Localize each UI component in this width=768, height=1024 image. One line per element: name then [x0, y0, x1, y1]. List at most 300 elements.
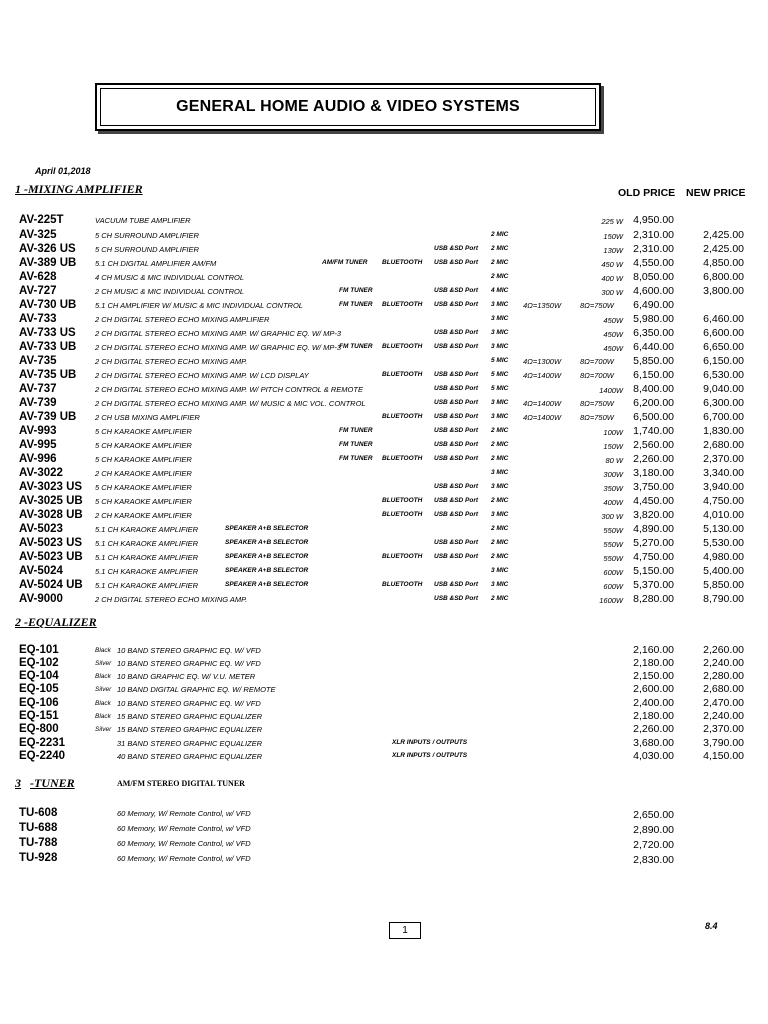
old-price: 6,440.00 [633, 341, 674, 353]
section-mixing-amplifier: 1 -MIXING AMPLIFIER [15, 182, 143, 196]
product-description: 31 BAND STEREO GRAPHIC EQUALIZER [117, 739, 263, 748]
table-row [0, 509, 768, 523]
new-price: 6,460.00 [703, 313, 744, 325]
tuner-feature: FM TUNER [339, 301, 373, 308]
mic-count: 3 MIC [491, 315, 509, 322]
title-frame [100, 88, 596, 126]
model-number: AV-3028 UB [19, 509, 83, 521]
old-price: 5,370.00 [633, 579, 674, 591]
usb-feature: USB &SD Port [434, 371, 479, 378]
mic-count: 3 MIC [491, 329, 509, 336]
old-price: 3,820.00 [633, 509, 674, 521]
page-title: GENERAL HOME AUDIO & VIDEO SYSTEMS [176, 98, 520, 115]
old-price: 5,980.00 [633, 313, 674, 325]
table-row [0, 425, 768, 439]
model-number: AV-225T [19, 214, 64, 226]
product-description: 5.1 CH AMPLIFIER W/ MUSIC & MIC INDIVIDUAL CONTROL [95, 301, 303, 310]
new-price: 5,130.00 [703, 523, 744, 535]
new-price: 5,530.00 [703, 537, 744, 549]
old-price: 2,600.00 [633, 683, 674, 695]
old-price: 6,200.00 [633, 397, 674, 409]
product-description: 60 Memory, W/ Remote Control, w/ VFD [117, 809, 251, 818]
product-description: 5.1 CH KARAOKE AMPLIFIER [95, 581, 199, 590]
product-description: 60 Memory, W/ Remote Control, w/ VFD [117, 854, 251, 863]
bluetooth-feature: BLUETOOTH [382, 581, 423, 588]
usb-feature: USB &SD Port [434, 455, 479, 462]
power-8-ohm: 8Ω=700W [580, 371, 614, 380]
tuner-feature: FM TUNER [339, 455, 373, 462]
mic-count: 3 MIC [491, 413, 509, 420]
mic-count: 3 MIC [491, 301, 509, 308]
tuner-feature: FM TUNER [339, 343, 373, 350]
new-price: 2,370.00 [703, 723, 744, 735]
old-price: 3,750.00 [633, 481, 674, 493]
old-price: 2,160.00 [633, 644, 674, 656]
model-number: AV-5024 UB [19, 579, 83, 591]
power-rating: 350W [603, 484, 623, 493]
new-price: 4,750.00 [703, 495, 744, 507]
model-number: AV-5023 UB [19, 551, 83, 563]
new-price: 6,300.00 [703, 397, 744, 409]
new-price: 3,940.00 [703, 481, 744, 493]
product-description: 2 CH DIGITAL STEREO ECHO MIXING AMP. [95, 595, 248, 604]
new-price: 4,980.00 [703, 551, 744, 563]
product-description: VACUUM TUBE AMPLIFIER [95, 216, 191, 225]
table-row [0, 697, 768, 711]
product-description: 2 CH DIGITAL STEREO ECHO MIXING AMP. W/ GRAPHIC EQ. W/ MP-3 [95, 343, 342, 352]
old-price: 4,950.00 [633, 214, 674, 226]
old-price: 8,050.00 [633, 271, 674, 283]
mic-count: 3 MIC [491, 399, 509, 406]
model-number: AV-733 US [19, 327, 76, 339]
model-number: AV-5023 [19, 523, 63, 535]
model-number: EQ-2240 [19, 750, 66, 762]
usb-feature: USB &SD Port [434, 329, 479, 336]
usb-feature: USB &SD Port [434, 259, 479, 266]
old-price: 4,750.00 [633, 551, 674, 563]
new-price: 6,530.00 [703, 369, 744, 381]
model-number: TU-928 [19, 852, 58, 864]
new-price: 2,240.00 [703, 657, 744, 669]
power-8-ohm: 8Ω=700W [580, 357, 614, 366]
old-price: 2,830.00 [633, 854, 674, 866]
mic-count: 4 MIC [491, 287, 509, 294]
product-description: 10 BAND GRAPHIC EQ. W/ V.U. METER [117, 672, 256, 681]
table-row [0, 243, 768, 257]
product-description: 15 BAND STEREO GRAPHIC EQUALIZER [117, 725, 263, 734]
usb-feature: USB &SD Port [434, 441, 479, 448]
new-price: 2,280.00 [703, 670, 744, 682]
table-row [0, 397, 768, 411]
power-rating: 450 W [601, 260, 623, 269]
model-number: AV-5024 [19, 565, 63, 577]
bluetooth-feature: BLUETOOTH [382, 413, 423, 420]
usb-feature: USB &SD Port [434, 539, 479, 546]
old-price: 6,500.00 [633, 411, 674, 423]
bluetooth-feature: BLUETOOTH [382, 455, 423, 462]
mic-count: 5 MIC [491, 385, 509, 392]
old-price: 2,560.00 [633, 439, 674, 451]
old-price: 3,180.00 [633, 467, 674, 479]
usb-feature: USB &SD Port [434, 581, 479, 588]
power-rating: 600W [603, 582, 623, 591]
old-price: 8,280.00 [633, 593, 674, 605]
model-number: EQ-102 [19, 657, 59, 669]
power-rating: 400 W [601, 274, 623, 283]
table-row [0, 837, 768, 851]
table-row [0, 299, 768, 313]
table-row [0, 551, 768, 565]
new-price: 2,240.00 [703, 710, 744, 722]
old-price: 1,740.00 [633, 425, 674, 437]
usb-feature: USB &SD Port [434, 287, 479, 294]
new-price: 5,850.00 [703, 579, 744, 591]
model-number: AV-727 [19, 285, 57, 297]
usb-feature: USB &SD Port [434, 343, 479, 350]
old-price: 6,150.00 [633, 369, 674, 381]
old-price: 6,490.00 [633, 299, 674, 311]
old-price: 2,180.00 [633, 710, 674, 722]
product-description: 60 Memory, W/ Remote Control, w/ VFD [117, 839, 251, 848]
usb-feature: USB &SD Port [434, 511, 479, 518]
color-variant: Black [95, 700, 111, 707]
speaker-selector: SPEAKER A+B SELECTOR [225, 567, 309, 574]
table-row [0, 271, 768, 285]
product-description: 10 BAND DIGITAL GRAPHIC EQ. W/ REMOTE [117, 685, 276, 694]
table-row [0, 750, 768, 764]
model-number: AV-389 UB [19, 257, 77, 269]
table-row [0, 579, 768, 593]
new-price: 4,010.00 [703, 509, 744, 521]
usb-feature: USB &SD Port [434, 385, 479, 392]
model-number: EQ-105 [19, 683, 59, 695]
usb-feature: USB &SD Port [434, 301, 479, 308]
power-rating: 80 W [605, 456, 623, 465]
product-description: 60 Memory, W/ Remote Control, w/ VFD [117, 824, 251, 833]
new-price: 6,700.00 [703, 411, 744, 423]
new-price: 6,600.00 [703, 327, 744, 339]
old-price: 8,400.00 [633, 383, 674, 395]
old-price: 3,680.00 [633, 737, 674, 749]
page-number: 1 [389, 922, 421, 939]
product-description: 5.1 CH KARAOKE AMPLIFIER [95, 567, 199, 576]
new-price: 3,790.00 [703, 737, 744, 749]
new-price: 9,040.00 [703, 383, 744, 395]
power-rating: 550W [603, 540, 623, 549]
table-row [0, 670, 768, 684]
product-description: 2 CH USB MIXING AMPLIFIER [95, 413, 200, 422]
model-number: AV-735 [19, 355, 57, 367]
power-rating: 130W [603, 246, 623, 255]
table-row [0, 593, 768, 607]
product-description: 5 CH KARAOKE AMPLIFIER [95, 483, 192, 492]
new-price: 2,260.00 [703, 644, 744, 656]
new-price: 6,150.00 [703, 355, 744, 367]
title-box [95, 83, 601, 131]
color-variant: Silver [95, 660, 112, 667]
table-row [0, 683, 768, 697]
old-price: 2,720.00 [633, 839, 674, 851]
power-rating: 300W [603, 470, 623, 479]
product-description: 2 CH DIGITAL STEREO ECHO MIXING AMP. [95, 357, 248, 366]
product-description: 2 CH MUSIC & MIC INDIVIDUAL CONTROL [95, 287, 245, 296]
mic-count: 3 MIC [491, 483, 509, 490]
power-rating: 225 W [601, 217, 623, 226]
product-description: 10 BAND STEREO GRAPHIC EQ. W/ VFD [117, 659, 261, 668]
bluetooth-feature: BLUETOOTH [382, 497, 423, 504]
mic-count: 3 MIC [491, 511, 509, 518]
model-number: TU-608 [19, 807, 58, 819]
product-description: 5.1 CH DIGITAL AMPLIFIER AM/FM [95, 259, 217, 268]
power-rating: 550W [603, 554, 623, 563]
product-description: 2 CH DIGITAL STEREO ECHO MIXING AMP. W/ PITCH CONTROL & REMOTE [95, 385, 363, 394]
new-price: 2,370.00 [703, 453, 744, 465]
mic-count: 2 MIC [491, 245, 509, 252]
bluetooth-feature: BLUETOOTH [382, 511, 423, 518]
color-variant: Black [95, 647, 111, 654]
speaker-selector: SPEAKER A+B SELECTOR [225, 553, 309, 560]
mic-count: 2 MIC [491, 455, 509, 462]
new-price: 3,340.00 [703, 467, 744, 479]
mic-count: 2 MIC [491, 427, 509, 434]
new-price: 1,830.00 [703, 425, 744, 437]
table-row [0, 523, 768, 537]
product-description: 5 CH SURROUND AMPLIFIER [95, 231, 199, 240]
old-price: 2,400.00 [633, 697, 674, 709]
model-number: AV-735 UB [19, 369, 77, 381]
usb-feature: USB &SD Port [434, 553, 479, 560]
old-price: 4,600.00 [633, 285, 674, 297]
usb-feature: USB &SD Port [434, 483, 479, 490]
new-price: 2,425.00 [703, 243, 744, 255]
old-price: 5,850.00 [633, 355, 674, 367]
bluetooth-feature: BLUETOOTH [382, 343, 423, 350]
power-8-ohm: 8Ω=750W [580, 413, 614, 422]
product-description: 40 BAND STEREO GRAPHIC EQUALIZER [117, 752, 263, 761]
usb-feature: USB &SD Port [434, 595, 479, 602]
model-number: AV-733 [19, 313, 57, 325]
old-price-header: OLD PRICE [618, 187, 676, 199]
bluetooth-feature: BLUETOOTH [382, 553, 423, 560]
tuner-subtitle: AM/FM STEREO DIGITAL TUNER [117, 779, 245, 788]
product-description: 10 BAND STEREO GRAPHIC EQ. W/ VFD [117, 699, 261, 708]
old-price: 4,550.00 [633, 257, 674, 269]
tuner-feature: FM TUNER [339, 287, 373, 294]
power-rating: 600W [603, 568, 623, 577]
table-row [0, 214, 768, 228]
new-price: 2,680.00 [703, 439, 744, 451]
xlr-feature: XLR INPUTS / OUTPUTS [392, 739, 468, 746]
power-4-ohm: 4Ω=1400W [523, 413, 562, 422]
tuner-feature: FM TUNER [339, 427, 373, 434]
model-number: EQ-800 [19, 723, 59, 735]
table-row [0, 327, 768, 341]
table-row [0, 565, 768, 579]
model-number: AV-993 [19, 425, 57, 437]
section-equalizer: 2 -EQUALIZER [15, 615, 97, 629]
new-price: 6,800.00 [703, 271, 744, 283]
new-price: 8,790.00 [703, 593, 744, 605]
table-row [0, 411, 768, 425]
old-price: 2,180.00 [633, 657, 674, 669]
table-row [0, 341, 768, 355]
product-description: 5 CH KARAOKE AMPLIFIER [95, 455, 192, 464]
mic-count: 2 MIC [491, 259, 509, 266]
price-list-date: April 01,2018 [35, 166, 91, 176]
model-number: AV-739 UB [19, 411, 77, 423]
speaker-selector: SPEAKER A+B SELECTOR [225, 525, 309, 532]
old-price: 5,150.00 [633, 565, 674, 577]
table-row [0, 657, 768, 671]
speaker-selector: SPEAKER A+B SELECTOR [225, 581, 309, 588]
table-row [0, 313, 768, 327]
old-price: 4,890.00 [633, 523, 674, 535]
model-number: AV-3022 [19, 467, 63, 479]
model-number: AV-3025 UB [19, 495, 83, 507]
mic-count: 2 MIC [491, 273, 509, 280]
table-row [0, 822, 768, 836]
power-rating: 450W [603, 344, 623, 353]
table-row [0, 453, 768, 467]
mic-count: 3 MIC [491, 581, 509, 588]
old-price: 2,260.00 [633, 453, 674, 465]
table-row [0, 467, 768, 481]
tuner-feature: FM TUNER [339, 441, 373, 448]
model-number: AV-739 [19, 397, 57, 409]
table-row [0, 737, 768, 751]
model-number: AV-733 UB [19, 341, 77, 353]
model-number: EQ-101 [19, 644, 59, 656]
product-description: 2 CH DIGITAL STEREO ECHO MIXING AMP. W/ GRAPHIC EQ. W/ MP-3 [95, 329, 342, 338]
version-label: 8.4 [705, 921, 718, 931]
mic-count: 5 MIC [491, 371, 509, 378]
usb-feature: USB &SD Port [434, 497, 479, 504]
table-row [0, 723, 768, 737]
color-variant: Black [95, 713, 111, 720]
model-number: AV-995 [19, 439, 57, 451]
power-rating: 300 W [601, 288, 623, 297]
xlr-feature: XLR INPUTS / OUTPUTS [392, 752, 468, 759]
product-description: 5 CH SURROUND AMPLIFIER [95, 245, 199, 254]
product-description: 2 CH DIGITAL STEREO ECHO MIXING AMP. W/ MUSIC & MIC VOL. CONTROL [95, 399, 366, 408]
product-description: 5.1 CH KARAOKE AMPLIFIER [95, 539, 199, 548]
new-price: 5,400.00 [703, 565, 744, 577]
model-number: AV-628 [19, 271, 57, 283]
power-rating: 450W [603, 316, 623, 325]
model-number: AV-737 [19, 383, 57, 395]
power-rating: 550W [603, 526, 623, 535]
old-price: 2,260.00 [633, 723, 674, 735]
model-number: AV-9000 [19, 593, 63, 605]
bluetooth-feature: BLUETOOTH [382, 371, 423, 378]
power-rating: 100W [603, 428, 623, 437]
model-number: EQ-2231 [19, 737, 66, 749]
product-description: 4 CH MUSIC & MIC INDIVIDUAL CONTROL [95, 273, 245, 282]
new-price: 4,150.00 [703, 750, 744, 762]
mic-count: 2 MIC [491, 539, 509, 546]
model-number: TU-688 [19, 822, 58, 834]
mic-count: 3 MIC [491, 343, 509, 350]
power-4-ohm: 4Ω=1400W [523, 399, 562, 408]
table-row [0, 710, 768, 724]
power-rating: 1400W [599, 386, 623, 395]
table-row [0, 285, 768, 299]
product-description: 5.1 CH KARAOKE AMPLIFIER [95, 553, 199, 562]
product-description: 2 CH DIGITAL STEREO ECHO MIXING AMPLIFIER [95, 315, 270, 324]
power-rating: 1600W [599, 596, 623, 605]
table-row [0, 355, 768, 369]
power-8-ohm: 8Ω=750W [580, 399, 614, 408]
table-row [0, 257, 768, 271]
model-number: TU-788 [19, 837, 58, 849]
new-price-header: NEW PRICE [686, 187, 746, 199]
product-description: 15 BAND STEREO GRAPHIC EQUALIZER [117, 712, 263, 721]
model-number: AV-5023 US [19, 537, 83, 549]
old-price: 4,030.00 [633, 750, 674, 762]
power-rating: 150W [603, 442, 623, 451]
product-description: 5 CH KARAOKE AMPLIFIER [95, 427, 192, 436]
model-number: EQ-151 [19, 710, 59, 722]
power-4-ohm: 4Ω=1350W [523, 301, 562, 310]
table-row [0, 537, 768, 551]
bluetooth-feature: BLUETOOTH [382, 301, 423, 308]
usb-feature: USB &SD Port [434, 399, 479, 406]
table-row [0, 229, 768, 243]
old-price: 2,890.00 [633, 824, 674, 836]
table-row [0, 852, 768, 866]
new-price: 3,800.00 [703, 285, 744, 297]
power-rating: 150W [603, 232, 623, 241]
model-number: AV-325 [19, 229, 57, 241]
power-rating: 400W [603, 498, 623, 507]
model-number: AV-996 [19, 453, 57, 465]
product-description: 5.1 CH KARAOKE AMPLIFIER [95, 525, 199, 534]
table-row [0, 481, 768, 495]
product-description: 2 CH DIGITAL STEREO ECHO MIXING AMP. W/ LCD DISPLAY [95, 371, 309, 380]
old-price: 5,270.00 [633, 537, 674, 549]
table-row [0, 644, 768, 658]
new-price: 2,470.00 [703, 697, 744, 709]
model-number: EQ-104 [19, 670, 59, 682]
tuner-feature: AM/FM TUNER [322, 259, 368, 266]
mic-count: 3 MIC [491, 567, 509, 574]
old-price: 6,350.00 [633, 327, 674, 339]
bluetooth-feature: BLUETOOTH [382, 259, 423, 266]
color-variant: Black [95, 673, 111, 680]
old-price: 2,310.00 [633, 243, 674, 255]
new-price: 6,650.00 [703, 341, 744, 353]
speaker-selector: SPEAKER A+B SELECTOR [225, 539, 309, 546]
model-number: AV-3023 US [19, 481, 83, 493]
product-description: 2 CH KARAOKE AMPLIFIER [95, 511, 192, 520]
table-row [0, 495, 768, 509]
new-price: 2,425.00 [703, 229, 744, 241]
color-variant: Silver [95, 726, 112, 733]
table-row [0, 439, 768, 453]
new-price: 4,850.00 [703, 257, 744, 269]
product-description: 5 CH KARAOKE AMPLIFIER [95, 441, 192, 450]
old-price: 2,150.00 [633, 670, 674, 682]
old-price: 2,650.00 [633, 809, 674, 821]
new-price: 2,680.00 [703, 683, 744, 695]
mic-count: 2 MIC [491, 525, 509, 532]
mic-count: 2 MIC [491, 553, 509, 560]
usb-feature: USB &SD Port [434, 413, 479, 420]
old-price: 4,450.00 [633, 495, 674, 507]
power-4-ohm: 4Ω=1300W [523, 357, 562, 366]
table-row [0, 369, 768, 383]
mic-count: 2 MIC [491, 497, 509, 504]
